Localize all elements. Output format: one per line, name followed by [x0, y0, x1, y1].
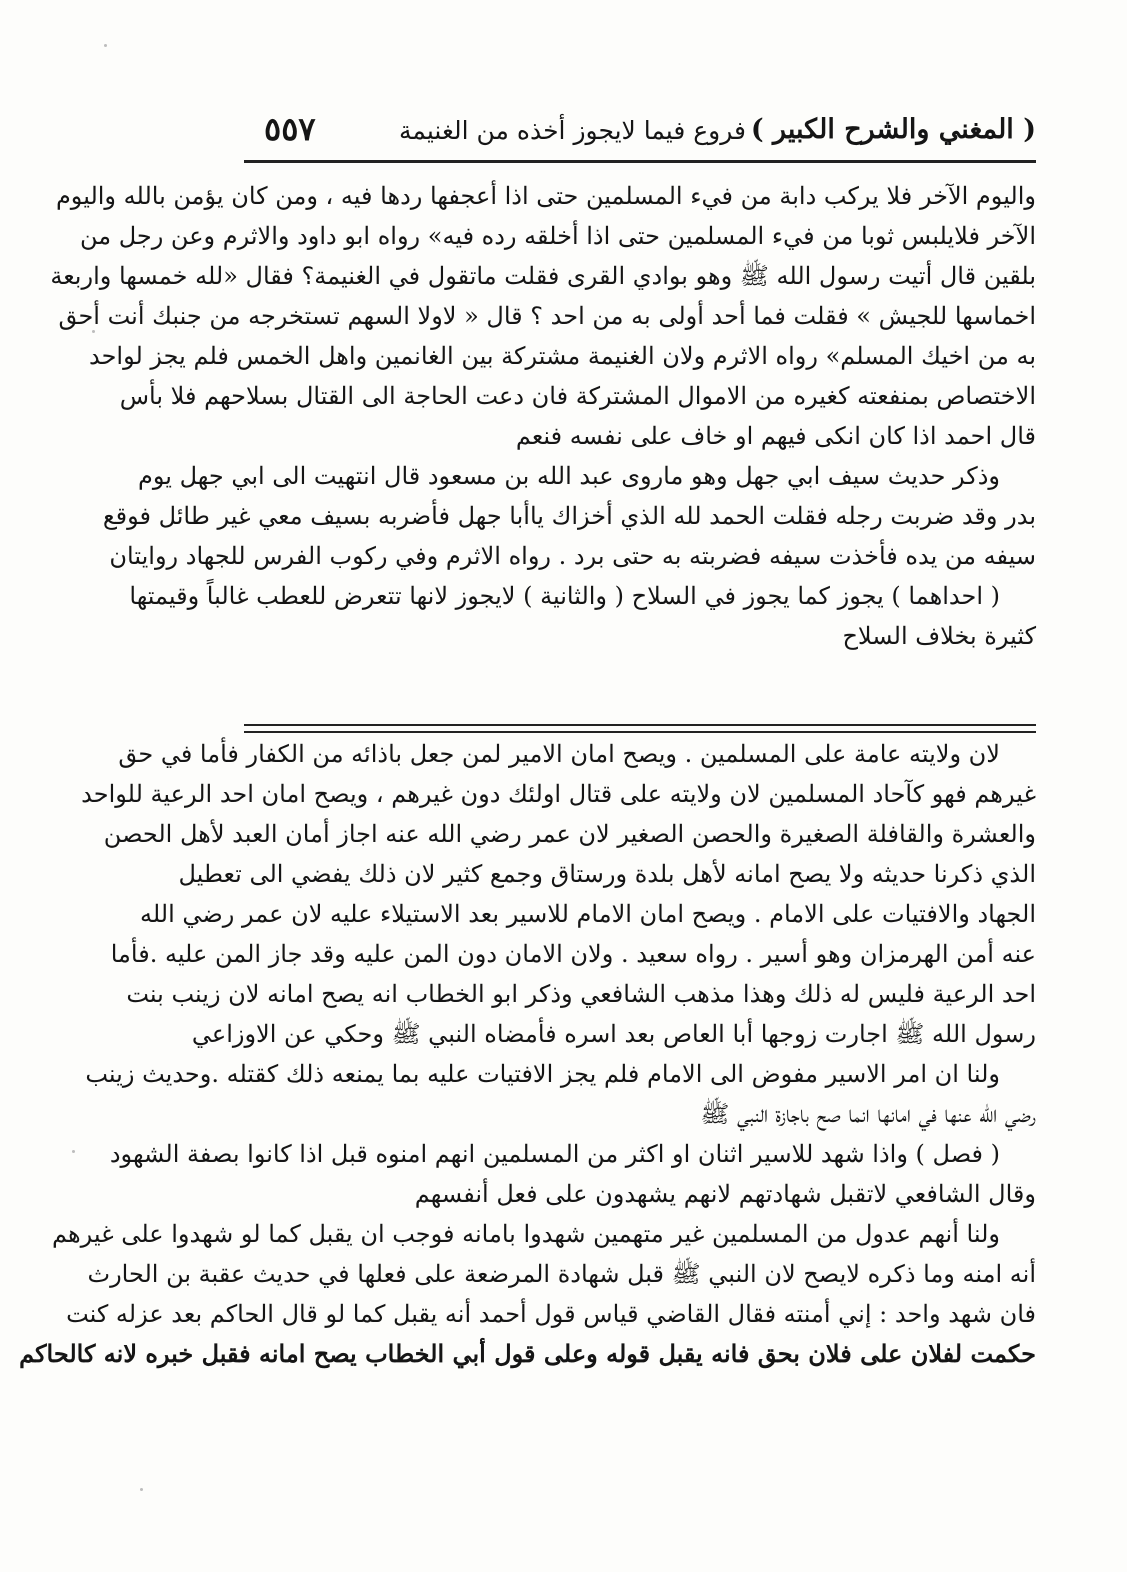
- text-line: احد الرعية فليس له ذلك وهذا مذهب الشافعي وذكر ابو الخطاب انه يصح امانه لان زينب بنت: [126, 980, 1036, 1008]
- text-line: اخماسها للجيش » فقلت فما أحد أولى به من احد ؟ قال « لاولا السهم تستخرجه من جنبك أنت أحق: [58, 302, 1036, 330]
- text-line: حكمت لفلان على فلان بحق فانه يقبل قوله وعلى قول أبي الخطاب يصح امانه فقبل خبره لانه كالحاكم: [19, 1339, 1036, 1368]
- text-line: واليوم الآخر فلا يركب دابة من فيء المسلمين حتى اذا أعجفها ردها فيه ، ومن كان يؤمن بالله واليوم: [55, 182, 1036, 210]
- text-line: غيرهم فهو كآحاد المسلمين لان ولايته على قتال اولئك دون غيرهم ، ويصح امان احد الرعية للواحد: [81, 780, 1036, 808]
- text-line: قال احمد اذا كان انكى فيهم او خاف على نفسه فنعم: [515, 422, 1036, 450]
- scan-speck: [104, 44, 107, 47]
- text-line: الآخر فلايلبس ثوبا من فيء المسلمين حتى اذا أخلقه رده فيه» رواه ابو داود والاثرم وعن رجل من: [79, 222, 1036, 250]
- text-line: رسول الله ﷺ اجارت زوجها أبا العاص بعد اسره فأمضاه النبي ﷺ وحكي عن الاوزاعي: [191, 1020, 1036, 1048]
- section-separator: [244, 724, 1036, 733]
- text-line: الجهاد والافتيات على الامام . ويصح امان الامام للاسير بعد الاستيلاء عليه لان عمر رضي الله: [139, 900, 1036, 928]
- text-line: بلقين قال أتيت رسول الله ﷺ وهو بوادي القرى فقلت ماتقول في الغنيمة؟ فقال «لله خمسها واربعة: [50, 262, 1036, 290]
- text-line: عنه أمن الهرمزان وهو أسير . رواه سعيد . ولان الامان دون المن عليه وقد جاز المن عليه .فأما: [110, 940, 1036, 968]
- lower-text-block: [19, 734, 1036, 1374]
- text-line: وذكر حديث سيف ابي جهل وهو ماروى عبد الله بن مسعود قال انتهيت الى ابي جهل يوم: [138, 462, 1000, 490]
- text-line: الذي ذكرنا حديثه ولا يصح امانه لأهل بلدة ورستاق وجمع كثير لان ذلك يفضي الى تعطيل: [178, 860, 1036, 888]
- text-line: أنه امنه وما ذكره لايصح لان النبي ﷺ قبل شهادة المرضعة على فعلها في حديث عقبة بن الحارث: [87, 1260, 1036, 1288]
- text-line: كثيرة بخلاف السلاح: [842, 622, 1036, 650]
- text-line: به من اخيك المسلم» رواه الاثرم ولان الغنيمة مشتركة بين الغانمين واهل الخمس فلم يجز لواحد: [88, 342, 1036, 370]
- book-title: ( المغني والشرح الكبير ): [750, 114, 1036, 145]
- page-number: ٥٥٧: [264, 110, 316, 148]
- text-line: لان ولايته عامة على المسلمين . ويصح امان الامير لمن جعل باذائه من الكفار فأما في حق: [118, 740, 1000, 768]
- text-line: ( احداهما ) يجوز كما يجوز في السلاح ( والثانية ) لايجوز لانها تتعرض للعطب غالباً وقيمتها: [129, 582, 1000, 610]
- section-title: فروع فيما لايجوز أخذه من الغنيمة: [399, 116, 746, 145]
- text-line: فان شهد واحد : إني أمنته فقال القاضي قياس قول أحمد أنه يقبل كما لو قال الحاكم بعد عزله كنت: [66, 1300, 1036, 1328]
- text-line: بدر وقد ضربت رجله فقلت الحمد لله الذي أخزاك ياأبا جهل فأضربه بسيف معي غير طائل فوقع: [102, 502, 1036, 530]
- text-line: ( فصل ) واذا شهد للاسير اثنان او اكثر من المسلمين انهم امنوه قبل اذا كانوا بصفة الشهود: [109, 1140, 1000, 1168]
- text-line: ولنا أنهم عدول من المسلمين غير متهمين شهدوا بامانه فوجب ان يقبل كما لو شهدوا على غيرهم: [52, 1220, 1000, 1248]
- scan-speck: [140, 1488, 143, 1491]
- header-rule: [244, 160, 1036, 163]
- text-line: ولنا ان امر الاسير مفوض الى الامام فلم يجز الافتيات عليه بما يمنعه ذلك كقتله .وحديث زينب: [85, 1060, 1000, 1088]
- text-line: سيفه من يده فأخذت سيفه فضربته به حتى برد . رواه الاثرم وفي ركوب الفرس للجهاد روايتان: [109, 542, 1036, 570]
- page-header: [244, 108, 1036, 158]
- upper-text-block: [50, 176, 1036, 656]
- text-line: والعشرة والقافلة الصغيرة والحصن الصغير لان عمر رضي الله عنه اجاز أمان العبد لأهل الحصن: [103, 820, 1036, 848]
- text-line: رضي الله عنها في امانها انما صح باجازة النبي ﷺ: [700, 1100, 1036, 1128]
- text-line: وقال الشافعي لاتقبل شهادتهم لانهم يشهدون على فعل أنفسهم: [414, 1180, 1036, 1208]
- text-line: الاختصاص بمنفعته كغيره من الاموال المشتركة فان دعت الحاجة الى القتال بسلاحهم فلا بأس: [119, 382, 1036, 410]
- scan-speck: [72, 1150, 75, 1153]
